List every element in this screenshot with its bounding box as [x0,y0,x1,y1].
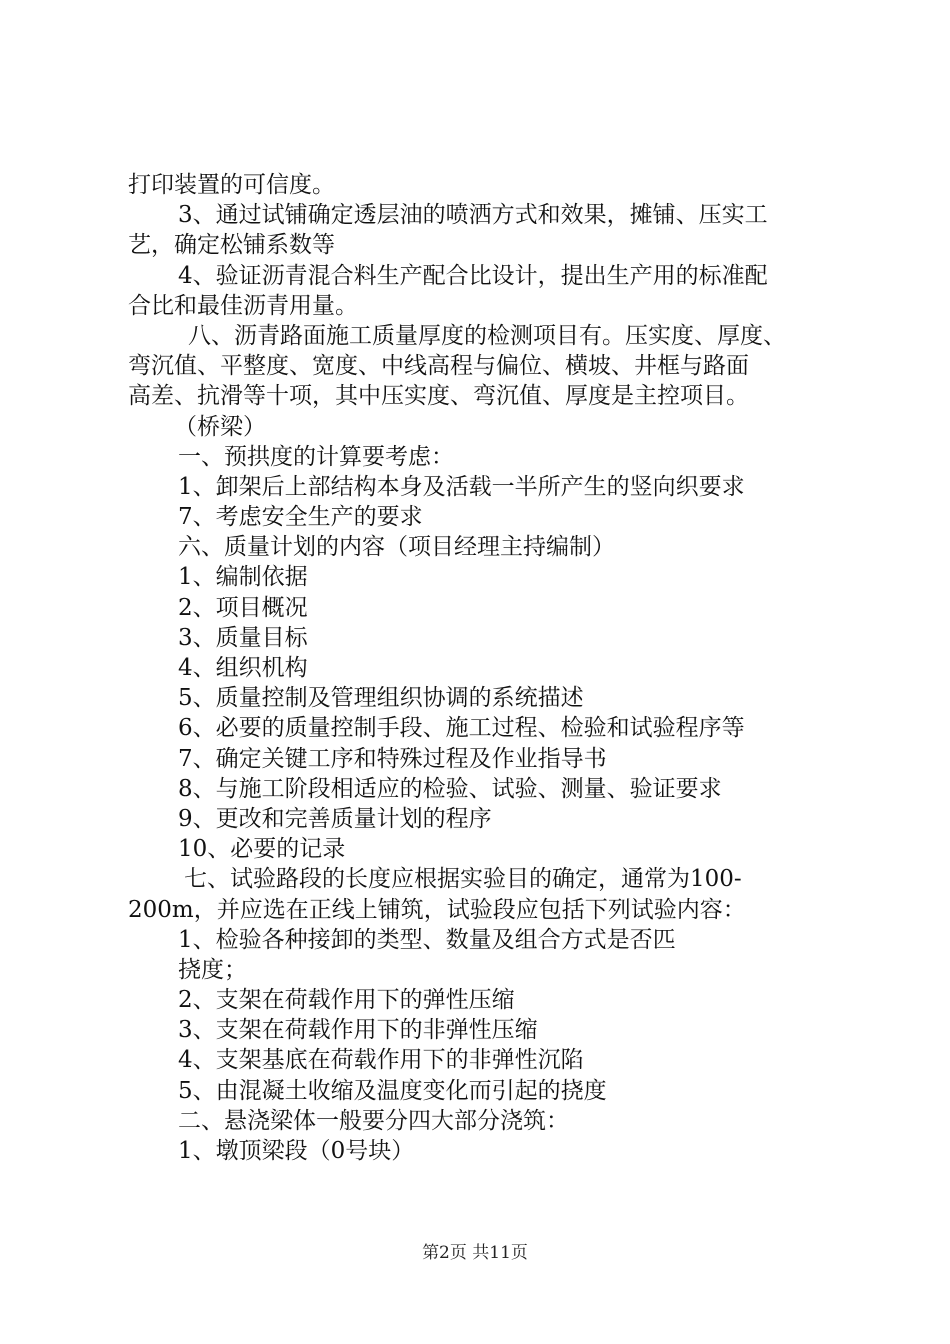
section-heading: 二、悬浇梁体一般要分四大部分浇筑： [178,1107,569,1134]
list-item: 7、确定关键工序和特殊过程及作业指导书 [178,745,607,772]
list-item: 5、质量控制及管理组织协调的系统描述 [178,685,584,712]
list-item: 9、更改和完善质量计划的程序 [178,805,492,832]
list-item: 1、墩顶梁段（0号块） [178,1138,415,1164]
section-heading: 八、沥青路面施工质量厚度的检测项目有。压实度、厚度、 [188,322,786,349]
list-item: 8、与施工阶段相适应的检验、试验、测量、验证要求 [178,775,722,802]
list-item: 3、支架在荷载作用下的非弹性压缩 [178,1017,538,1044]
list-item: 1、卸架后上部结构本身及活载一半所产生的竖向织要求 [178,473,745,500]
list-item: 2、支架在荷载作用下的弹性压缩 [178,987,515,1014]
list-item: 4、组织机构 [178,655,308,681]
list-item: 10、必要的记录 [178,836,346,863]
text-line: 艺，确定松铺系数等 [128,232,335,259]
text-line: 高差、抗滑等十项，其中压实度、弯沉值、厚度是主控项目。 [128,383,749,410]
text-line: 打印装置的可信度。 [128,172,335,198]
list-item: 5、由混凝土收缩及温度变化而引起的挠度 [178,1077,607,1104]
text-line: 弯沉值、平整度、宽度、中线高程与偏位、横坡、井框与路面 [128,353,749,380]
list-item: 2、项目概况 [178,594,308,621]
list-item: 1、检验各种接卸的类型、数量及组合方式是否匹 [178,926,676,953]
list-item: 6、必要的质量控制手段、施工过程、检验和试验程序等 [178,715,745,742]
page-number: 第2页 共11页 [422,1243,528,1263]
text-line: 4、验证沥青混合料生产配合比设计，提出生产用的标准配 [178,262,768,289]
text-line: 200m，并应选在正线上铺筑，试验段应包括下列试验内容： [128,896,746,923]
section-heading: 七、试验路段的长度应根据实验目的确定，通常为100- [184,866,742,893]
list-item: 7、考虑安全生产的要求 [178,504,423,531]
section-heading: （桥梁） [174,413,266,440]
document-body [128,170,848,1166]
text-line: 挠度； [178,956,247,983]
text-line: 合比和最佳沥青用量。 [128,292,358,319]
section-heading: 一、预拱度的计算要考虑： [178,443,454,470]
list-item: 1、编制依据 [178,564,308,591]
list-item: 3、质量目标 [178,624,308,651]
text-line: 3、通过试铺确定透层油的喷洒方式和效果，摊铺、压实工 [178,202,768,229]
list-item: 4、支架基底在荷载作用下的非弹性沉陷 [178,1047,584,1074]
section-heading: 六、质量计划的内容（项目经理主持编制） [178,534,615,561]
